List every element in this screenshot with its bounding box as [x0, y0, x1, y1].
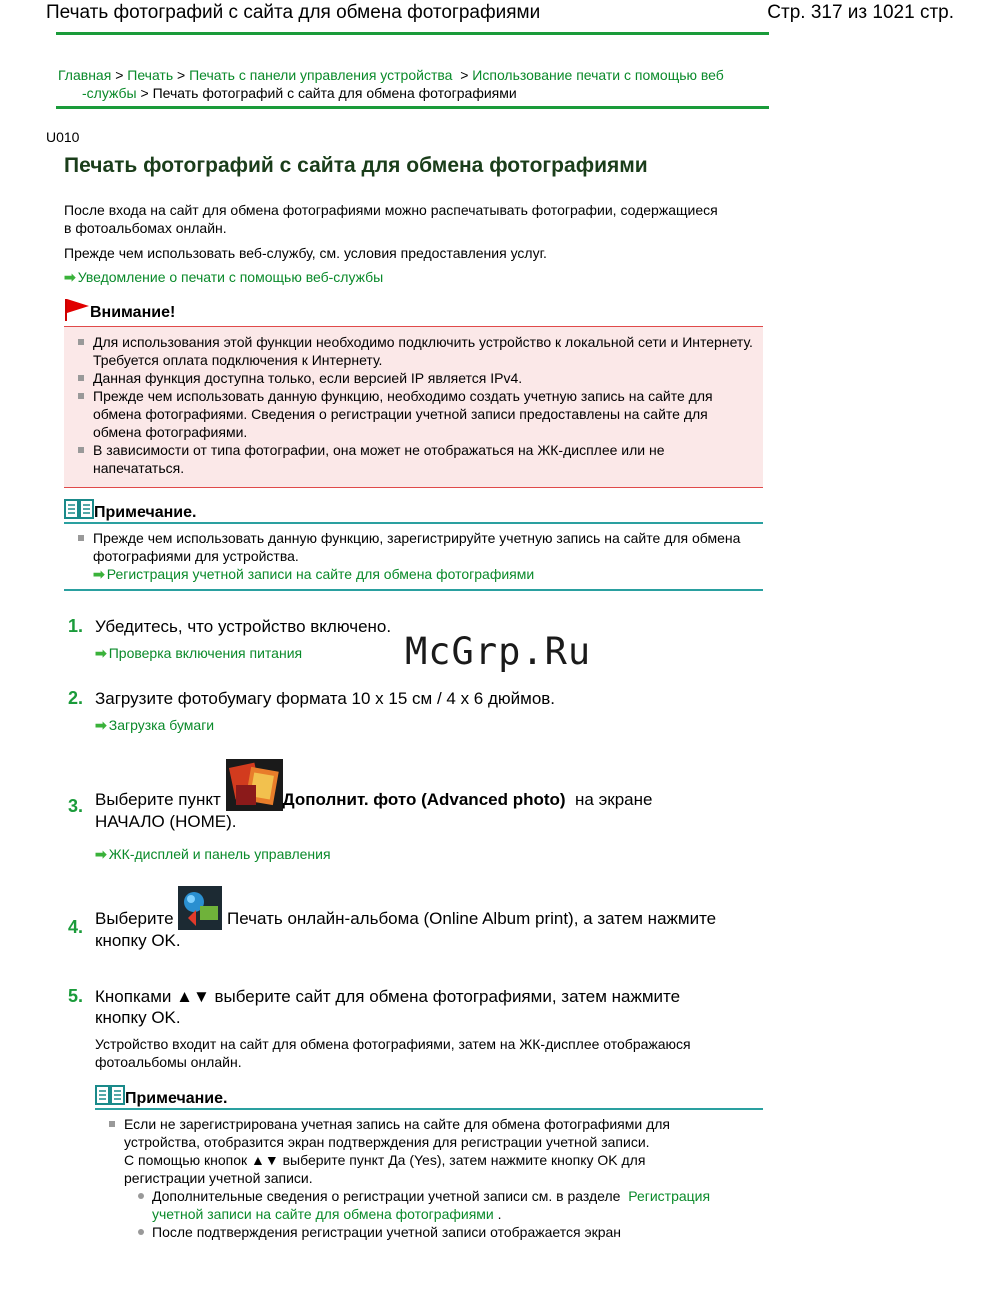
- book-icon: [95, 1084, 125, 1106]
- caution-list: [64, 333, 754, 477]
- list-item: В зависимости от типа фотографии, она может не отображаться на ЖК-дисплее или не напечататься.: [64, 441, 754, 477]
- step-number: 1.: [68, 616, 84, 636]
- step-text: [95, 886, 765, 951]
- note-divider: [64, 589, 763, 591]
- note-heading: [95, 1084, 227, 1108]
- step-description: Устройство входит на сайт для обмена фотографиями, затем на ЖК-дисплее отображаюся фотоальбомы онлайн.: [95, 1036, 691, 1070]
- intro-paragraph: [64, 201, 718, 237]
- note2-line: Если не зарегистрирована учетная запись на сайте для обмена фотографиями для: [124, 1116, 670, 1132]
- note-divider: [64, 522, 763, 524]
- terms-link-row[interactable]: [64, 268, 383, 286]
- step-text-bold: Дополнит. фото (Advanced photo): [282, 790, 566, 809]
- note1-list-wrap: [64, 529, 754, 583]
- page-title: Печать фотографий с сайта для обмена фотографиями: [64, 154, 648, 177]
- note1-list: [64, 529, 754, 583]
- account-registration-link[interactable]: Регистрация учетной записи на сайте для обмена фотографиями: [106, 566, 535, 582]
- red-flag-icon: [64, 298, 90, 322]
- note2-list: [95, 1115, 763, 1241]
- step-text: [95, 986, 755, 1028]
- book-icon: [64, 498, 94, 520]
- caution-heading-text: Внимание!: [90, 304, 176, 321]
- step-text-part: Выберите пункт: [95, 790, 221, 809]
- note2-line: устройства, отобразится экран подтверждения для регистрации учетной записи.: [124, 1134, 650, 1150]
- breadcrumb-current: Печать фотографий с сайта для обмена фотографиями: [152, 85, 517, 101]
- power-check-link[interactable]: Проверка включения питания: [108, 645, 303, 661]
- watermark: McGrp.Ru: [405, 630, 592, 673]
- note2-sublist: [124, 1187, 763, 1241]
- breadcrumb-separator: >: [460, 67, 469, 83]
- step-text-part: НАЧАЛО (HOME).: [95, 812, 237, 831]
- step-text-part: кнопку OK.: [95, 1008, 181, 1027]
- caution-heading: [64, 298, 175, 322]
- step-link-row[interactable]: [95, 645, 302, 662]
- breadcrumb-home[interactable]: Главная: [58, 67, 112, 83]
- step-text-part: Печать онлайн-альбома (Online Album print), а затем нажмите: [227, 909, 717, 928]
- breadcrumb-separator: >: [115, 67, 124, 83]
- list-item: Прежде чем использовать данную функцию, необходимо создать учетную запись на сайте для обмена фотографиями. Сведения о регистрации учетной записи предоставлены на сайте для обмена фотографиями.: [64, 387, 754, 441]
- breadcrumb-separator: >: [177, 67, 186, 83]
- online-album-icon: [178, 886, 222, 930]
- breadcrumb-web-service-cont[interactable]: -службы: [82, 85, 137, 101]
- terms-link[interactable]: Уведомление о печати с помощью веб-службы: [77, 269, 384, 285]
- advanced-photo-icon: [226, 759, 283, 811]
- caution-list-wrap: [64, 333, 754, 477]
- step-number: 2.: [68, 688, 84, 708]
- intro-line: После входа на сайт для обмена фотографиями можно распечатывать фотографии, содержащиеся: [64, 202, 718, 218]
- arrow-right-icon: ➡: [64, 269, 76, 285]
- note2-subtext: Дополнительные сведения о регистрации учетной записи см. в разделе: [152, 1188, 621, 1204]
- breadcrumb-print[interactable]: Печать: [127, 67, 174, 83]
- breadcrumb-web-service[interactable]: Использование печати с помощью веб: [472, 67, 724, 83]
- note-heading-text: Примечание.: [94, 504, 197, 521]
- load-paper-link[interactable]: Загрузка бумаги: [108, 717, 215, 733]
- header-title: Печать фотографий с сайта для обмена фотографиями: [46, 2, 541, 23]
- arrow-right-icon: ➡: [95, 846, 107, 862]
- note-heading: [64, 498, 196, 522]
- list-item: Для использования этой функции необходимо подключить устройство к локальной сети и Интернету. Требуется оплата подключения к Интернету.: [64, 333, 754, 369]
- step-text-part: на экране: [575, 790, 653, 809]
- step-number: 4.: [68, 917, 84, 937]
- top-divider: [56, 32, 769, 35]
- step-text-part: кнопку OK.: [95, 931, 181, 950]
- step-text: Убедитесь, что устройство включено.: [95, 617, 392, 636]
- note2-subtext: .: [497, 1206, 502, 1222]
- list-item: Данная функция доступна только, если версией IP является IPv4.: [64, 369, 754, 387]
- lcd-panel-link[interactable]: ЖК-дисплей и панель управления: [108, 846, 331, 862]
- note-divider: [95, 1108, 763, 1110]
- step-link-row[interactable]: [95, 717, 214, 734]
- step-text-part: Выберите: [95, 909, 174, 928]
- list-item: [64, 529, 754, 583]
- step-number: 5.: [68, 986, 84, 1006]
- step-text: [95, 759, 755, 832]
- list-item: [124, 1187, 763, 1223]
- account-registration-link[interactable]: Регистрация: [628, 1188, 711, 1204]
- note1-text: Прежде чем использовать данную функцию, зарегистрируйте учетную запись на сайте для обмена фотографиями для устройства.: [93, 530, 741, 564]
- note2-line: регистрации учетной записи.: [124, 1170, 313, 1186]
- step-number: 3.: [68, 796, 84, 816]
- note2-list-wrap: [95, 1115, 763, 1241]
- arrow-right-icon: ➡: [95, 645, 107, 661]
- list-item: После подтверждения регистрации учетной записи отображается экран: [124, 1223, 763, 1241]
- note-heading-text: Примечание.: [125, 1090, 228, 1107]
- step-text-part: Кнопками ▲▼ выберите сайт для обмена фотографиями, затем нажмите: [95, 987, 681, 1006]
- arrow-right-icon: ➡: [95, 717, 107, 733]
- note2-line: С помощью кнопок ▲▼ выберите пункт Да (Yes), затем нажмите кнопку OK для: [124, 1152, 646, 1168]
- breadcrumb-separator: >: [140, 85, 149, 101]
- breadcrumb: [58, 66, 770, 102]
- breadcrumb-divider: [56, 106, 769, 109]
- breadcrumb-panel-print[interactable]: Печать с панели управления устройства: [189, 67, 453, 83]
- intro-line: в фотоальбомах онлайн.: [64, 220, 227, 236]
- step-text: Загрузите фотобумагу формата 10 x 15 см / 4 x 6 дюймов.: [95, 689, 556, 708]
- list-item: [95, 1115, 763, 1241]
- account-registration-link[interactable]: учетной записи на сайте для обмена фотографиями: [152, 1206, 494, 1222]
- terms-paragraph: Прежде чем использовать веб-службу, см. условия предоставления услуг.: [64, 245, 547, 261]
- doc-code: U010: [46, 129, 80, 145]
- step-link-row[interactable]: [95, 846, 331, 863]
- page-counter: Стр. 317 из 1021 стр.: [767, 2, 954, 23]
- arrow-right-icon: ➡: [93, 566, 105, 582]
